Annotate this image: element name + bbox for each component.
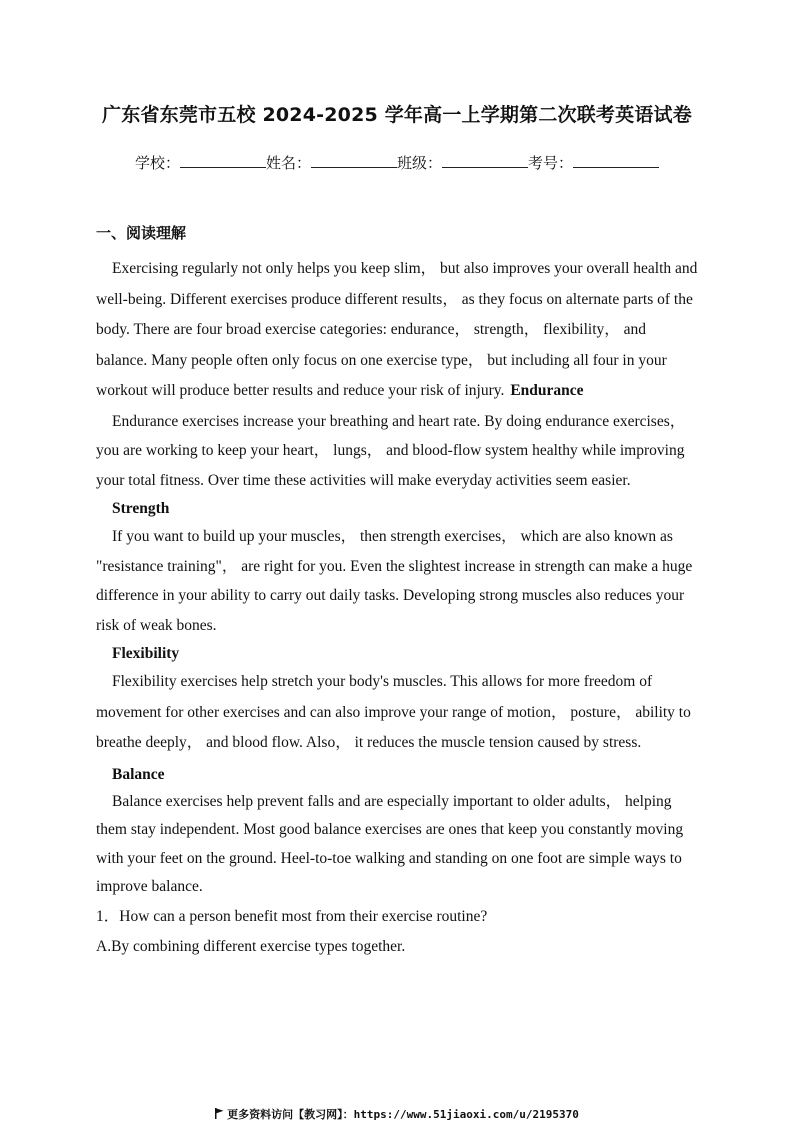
reading-passage [96, 254, 701, 962]
flexibility-paragraph: Flexibility exercises help stretch your body's muscles. This allows for more freedom of movement for other exercises and can also improve your range of motion， posture， ability to breathe deeply， and blood flow. Also， it reduces the muscle tension caused by stress. [96, 673, 691, 751]
exam-number-label: 考号： [528, 154, 574, 172]
question-option-a: A.By combining different exercise types together. [96, 937, 406, 955]
endurance-paragraph: Endurance exercises increase your breathing and heart rate. By doing endurance exercises， you are working to keep your heart， lungs， and blood-flow system healthy while improving your total fitness. Over time these activities will make everyday activities seem easier. [96, 412, 686, 489]
name-blank [311, 153, 397, 168]
school-blank [180, 153, 266, 168]
footer-link[interactable]: 更多资料访问【教习网】：https://www.51jiaoxi.com/u/2195370 [227, 1108, 579, 1121]
strength-paragraph: If you want to build up your muscles， then strength exercises， which are also known as "resistance training"， are right for you. Even the slightest increase in strength can make a huge difference in your ability to carry out daily tasks. Developing strong muscles also reduces your risk of weak bones. [96, 528, 693, 634]
question-stem: 1．How can a person benefit most from their exercise routine? [96, 907, 488, 925]
footer [0, 1106, 794, 1122]
class-blank [442, 153, 528, 168]
balance-paragraph: Balance exercises help prevent falls and are especially important to older adults， helping them stay independent. Most good balance exercises are ones that keep you constantly moving with your feet on the ground. Heel-to-toe walking and standing on one foot are simple ways to improve balance. [96, 792, 684, 895]
intro-text: Exercising regularly not only helps you keep slim， but also improves your overall health and well-being. Different exercises produce different results， as they focus on alternate parts of the body. There are four broad exercise categories: endurance， strength， flexibility， and balance. Many people often only focus on one exercise type， but including all four in your workout will produce better results and reduce your risk of injury. [96, 260, 698, 399]
flexibility-heading: Flexibility [112, 645, 180, 662]
flag-icon [215, 1108, 224, 1119]
exam-number-blank [573, 153, 659, 168]
page-title: 广东省东莞市五校 2024-2025 学年高一上学期第二次联考英语试卷 [102, 104, 692, 126]
endurance-heading: Endurance [510, 382, 584, 399]
school-label: 学校： [134, 154, 180, 172]
class-label: 班级： [397, 154, 443, 172]
student-info-line [0, 152, 794, 173]
balance-heading: Balance [112, 765, 165, 783]
intro-paragraph [96, 254, 701, 407]
section-heading: 一、阅读理解 [96, 224, 187, 242]
strength-heading: Strength [112, 500, 170, 517]
name-label: 姓名： [265, 154, 311, 172]
